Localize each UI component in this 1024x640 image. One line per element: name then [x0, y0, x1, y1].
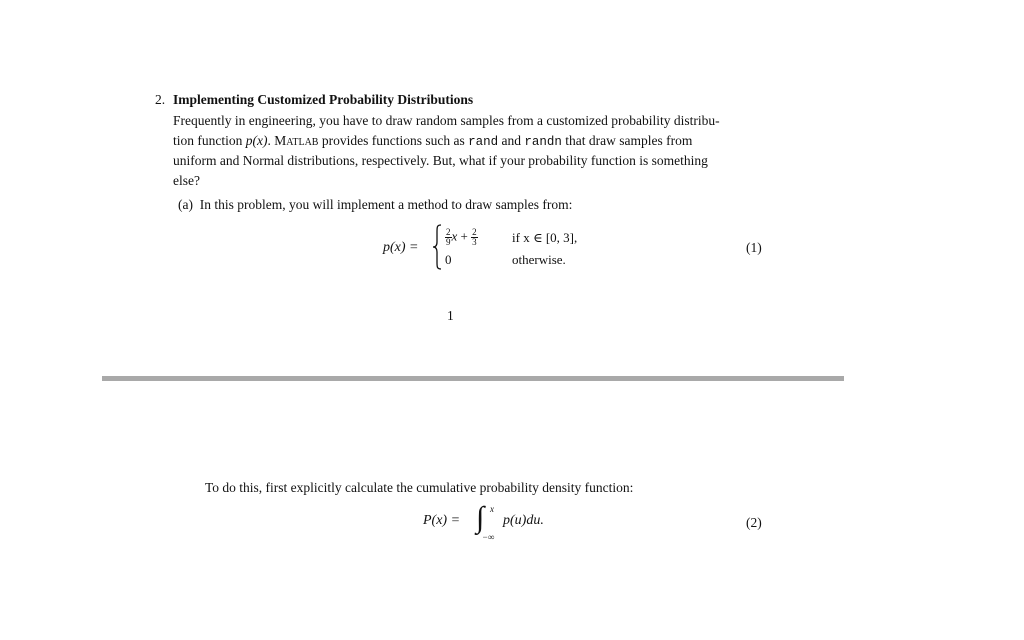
equation-1-number: (1)	[746, 240, 762, 255]
description-text: uniform and Normal distributions, respectively. But, what if your probability function is something	[173, 153, 708, 168]
description-text: and	[498, 133, 525, 148]
fraction-denominator: 3	[472, 237, 477, 247]
integral-lower-limit: −∞	[482, 532, 495, 542]
problem-title: Implementing Customized Probability Distributions	[173, 92, 474, 107]
matlab-name: ATLAB	[286, 137, 319, 148]
variable-x: x	[451, 228, 458, 244]
description-text: that draw samples from	[561, 133, 693, 148]
code-randn: randn	[524, 135, 562, 149]
equation-1-case-2-condition: otherwise.	[512, 252, 566, 267]
part-a-label: (a)	[178, 197, 193, 212]
equation-2-lhs: P(x) =	[423, 513, 461, 528]
page-divider	[102, 376, 844, 381]
page-number: 1	[447, 308, 454, 323]
description-text: provides functions such as	[318, 133, 469, 148]
fraction-two-thirds	[471, 228, 478, 247]
equation-1-case-2-value: 0	[445, 252, 452, 267]
equation-2-number: (2)	[746, 515, 762, 530]
cdf-intro-text: To do this, first explicitly calculate the cumulative probability density function:	[205, 480, 634, 495]
fraction-numerator: 2	[472, 227, 477, 237]
description-text: . M	[267, 133, 287, 148]
description-line-4	[173, 171, 773, 191]
integral-upper-limit: x	[490, 504, 494, 514]
equation-2-integrand: p(u)du.	[503, 513, 544, 528]
plus-sign: +	[460, 228, 468, 244]
problem-description	[173, 111, 773, 191]
fraction-denominator: 9	[446, 237, 451, 247]
left-brace-icon	[432, 224, 442, 270]
description-line-1	[173, 111, 773, 131]
equation-1-lhs: p(x) =	[383, 240, 419, 255]
part-a	[178, 195, 572, 215]
math-px: p(x)	[245, 133, 268, 148]
fraction-numerator: 2	[446, 227, 451, 237]
integral-sign-icon: ∫	[476, 501, 485, 534]
part-a-text: In this problem, you will implement a method to draw samples from:	[199, 197, 573, 212]
description-text: Frequently in engineering, you have to draw random samples from a customized probability distribu-	[173, 113, 720, 128]
code-rand: rand	[468, 135, 499, 149]
equation-1-case-1-condition: if x ∈ [0, 3],	[512, 230, 578, 245]
description-text: tion function	[173, 133, 246, 148]
description-line-3	[173, 151, 773, 171]
description-line-2	[173, 131, 773, 151]
problem-number: 2.	[155, 92, 166, 107]
description-text: else?	[173, 173, 200, 188]
equation-1-case-1-expression	[445, 228, 478, 247]
